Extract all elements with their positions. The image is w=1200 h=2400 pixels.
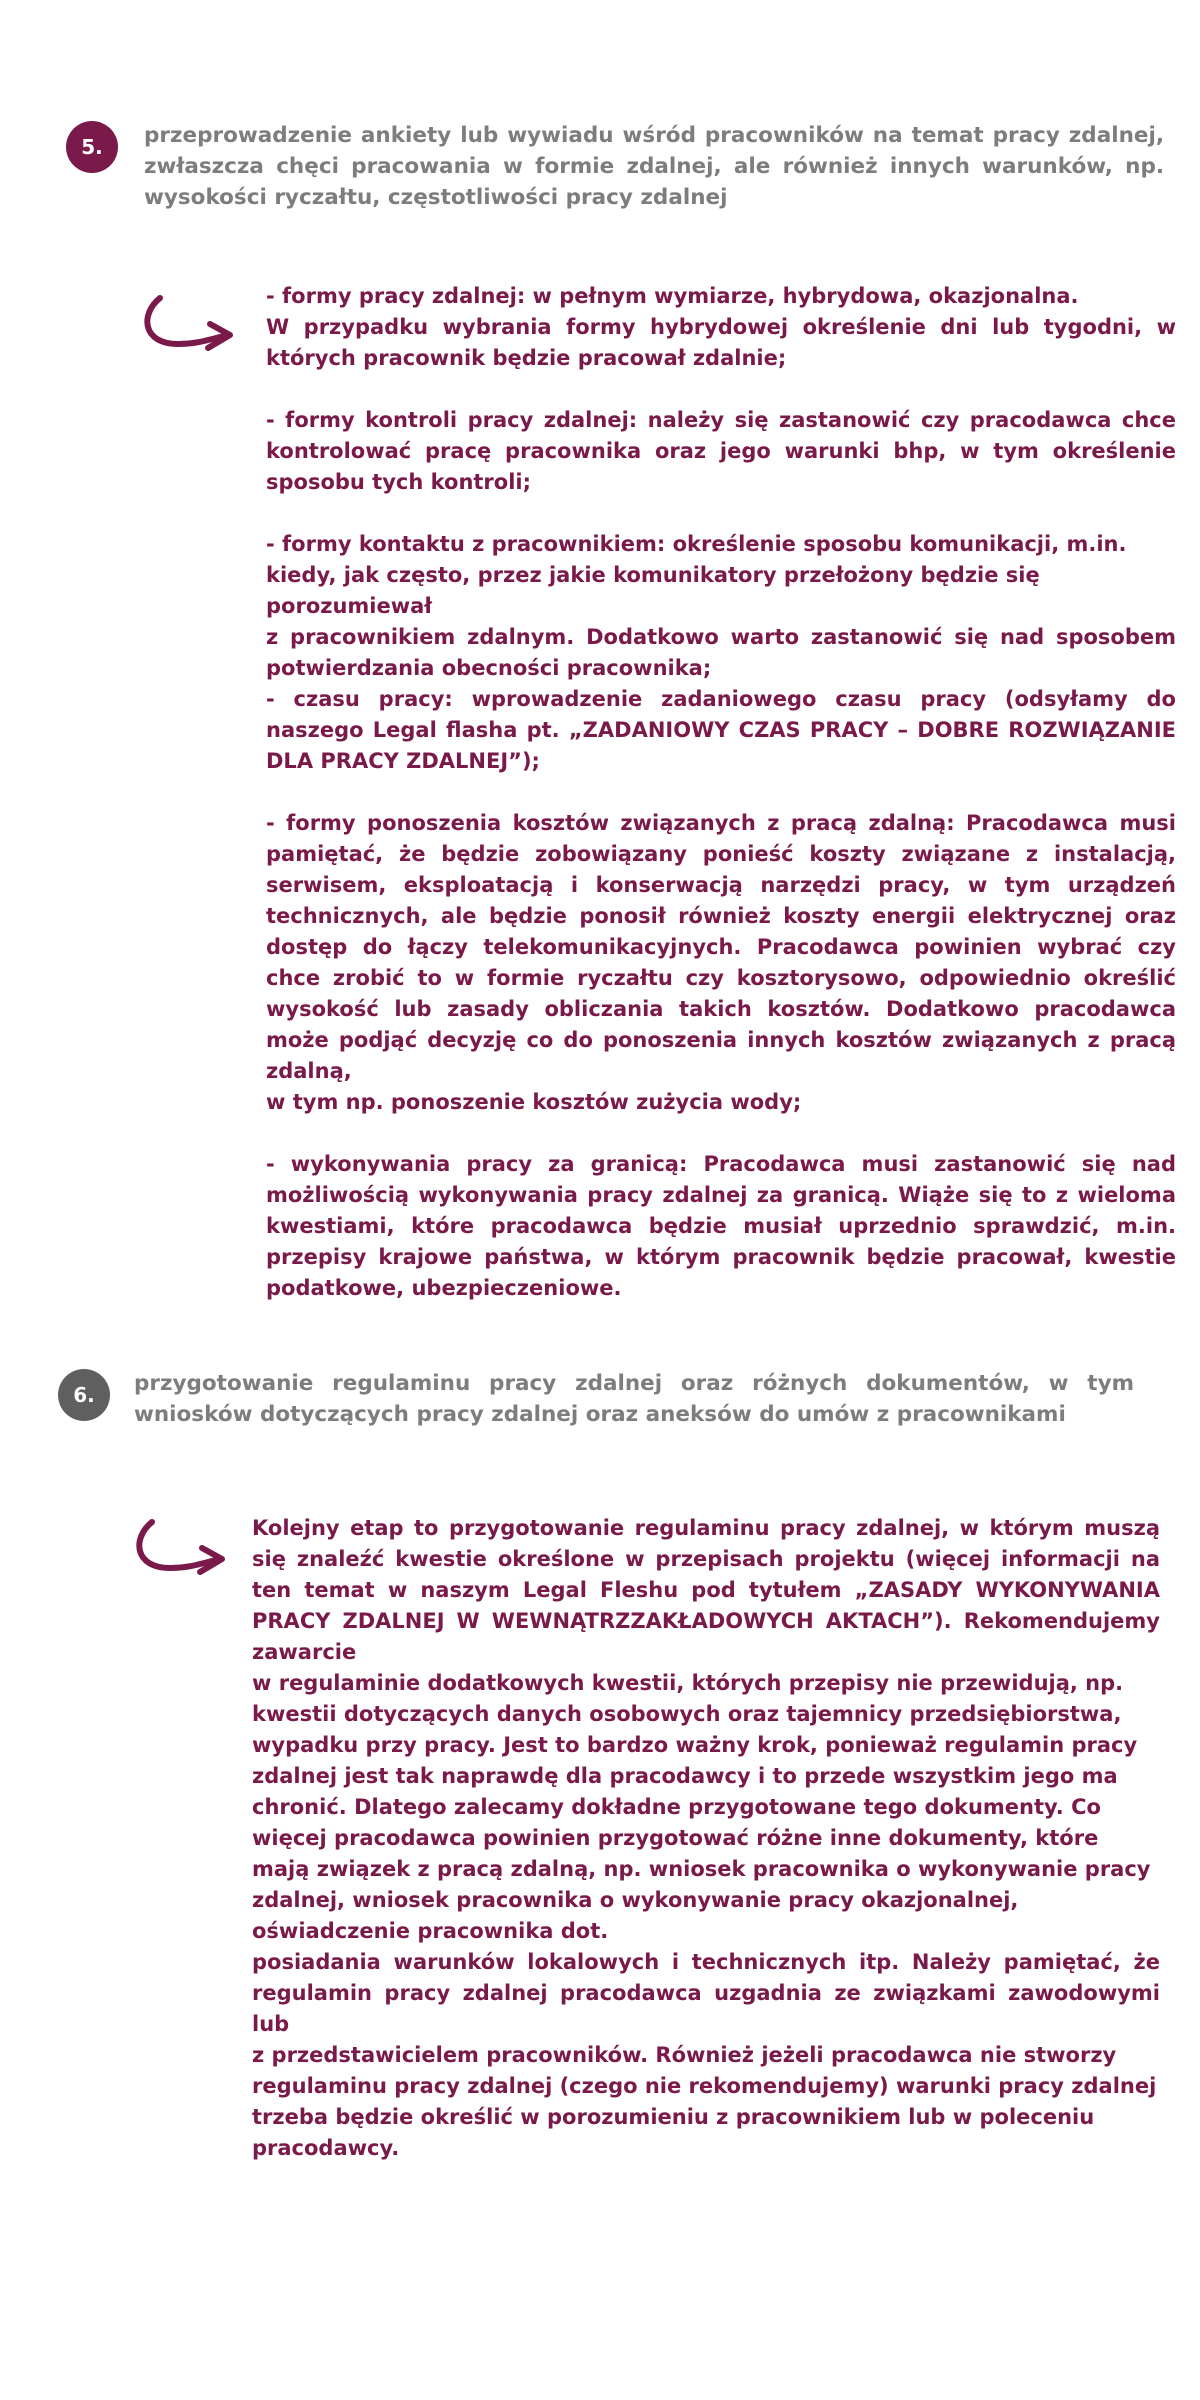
paragraph-line: Kolejny etap to przygotowanie regulaminu pracy zdalnej, w którym muszą się znaleźć kwestie określone w przepisach projektu (więcej informacji na ten temat w naszym Legal Fleshu pod tytułem „ZASADY WYKONYWANIA PRACY ZDALNEJ W WEWNĄTRZZAKŁADOWYCH AKTACH”). Rekomendujemy zawarcie [252, 1516, 1160, 1664]
list-item-contact-cont: z pracownikiem zdalnym. Dodatkowo warto zastanowić się nad sposobem potwierdzania obecności pracownika; [266, 625, 1176, 680]
section-5-header [66, 121, 1166, 213]
section-6-header [58, 1369, 1158, 1430]
section-6-number-badge: 6. [58, 1369, 110, 1421]
curved-arrow-icon [138, 292, 238, 358]
list-item-contact: - formy kontaktu z pracownikiem: określenie sposobu komunikacji, m.in. kiedy, jak często, przez jakie komunikatory przełożony będzie się porozumiewał [266, 532, 1127, 618]
list-item-hybrid: W przypadku wybrania formy hybrydowej określenie dni lub tygodni, w których pracownik będzie pracował zdalnie; [266, 315, 1176, 370]
curved-arrow-icon [130, 1516, 230, 1582]
paragraph-line: z przedstawicielem pracowników. Również jeżeli pracodawca nie stworzy regulaminu pracy zdalnej (czego nie rekomendujemy) warunki pracy zdalnej trzeba będzie określić w porozumieniu z pracownikiem lub w poleceniu pracodawcy. [252, 2043, 1157, 2160]
paragraph-line: posiadania warunków lokalowych i technicznych itp. Należy pamiętać, że regulamin pracy zdalnej pracodawca uzgadnia ze związkami zawodowymi lub [252, 1950, 1160, 2036]
section-5-body [266, 281, 1176, 1304]
section-6-body [252, 1513, 1160, 2164]
list-item-costs-cont: w tym np. ponoszenie kosztów zużycia wody; [266, 1090, 802, 1114]
paragraph-line: w regulaminie dodatkowych kwestii, których przepisy nie przewidują, np. kwestii dotyczących danych osobowych oraz tajemnicy przedsiębiorstwa, wypadku przy pracy. Jest to bardzo ważny krok, ponieważ regulamin pracy zdalnej jest tak naprawdę dla pracodawcy i to przede wszystkim jego ma chronić. Dlatego zalecamy dokładne przygotowane tego dokumenty. Co więcej pracodawca powinien przygotować różne inne dokumenty, które mają związek z pracą zdalną, np. wniosek pracownika o wykonywanie pracy zdalnej, wniosek pracownika o wykonywanie pracy okazjonalnej, oświadczenie pracownika dot. [252, 1671, 1151, 1943]
section-6-heading: przygotowanie regulaminu pracy zdalnej oraz różnych dokumentów, w tym wniosków dotyczących pracy zdalnej oraz aneksów do umów z pracownikami [134, 1371, 1134, 1427]
section-5-number-badge: 5. [66, 121, 118, 173]
list-item-abroad: - wykonywania pracy za granicą: Pracodawca musi zastanowić się nad możliwością wykonywania pracy zdalnej za granicą. Wiąże się to z wieloma kwestiami, które pracodawca będzie musiał uprzednio sprawdzić, m.in. przepisy krajowe państwa, w którym pracownik będzie pracował, kwestie podatkowe, ubezpieczeniowe. [266, 1152, 1176, 1300]
section-5-heading: przeprowadzenie ankiety lub wywiadu wśród pracowników na temat pracy zdalnej, zwłaszcza chęci pracowania w formie zdalnej, ale również innych warunków, np. wysokości ryczałtu, częstotliwości pracy zdalnej [144, 123, 1164, 210]
list-item-control: - formy kontroli pracy zdalnej: należy się zastanowić czy pracodawca chce kontrolować pracę pracownika oraz jego warunki bhp, w tym określenie sposobu tych kontroli; [266, 408, 1176, 494]
list-item-working-time: - czasu pracy: wprowadzenie zadaniowego czasu pracy (odsyłamy do naszego Legal flasha pt. „ZADANIOWY CZAS PRACY – DOBRE ROZWIĄZANIE DLA PRACY ZDALNEJ”); [266, 687, 1176, 773]
list-item-forms: - formy pracy zdalnej: w pełnym wymiarze, hybrydowa, okazjonalna. [266, 284, 1079, 308]
list-item-costs: - formy ponoszenia kosztów związanych z pracą zdalną: Pracodawca musi pamiętać, że będzie zobowiązany ponieść koszty związane z instalacją, serwisem, eksploatacją i konserwacją narzędzi pracy, w tym urządzeń technicznych, ale będzie ponosił również koszty energii elektrycznej oraz dostęp do łączy telekomunikacyjnych. Pracodawca powinien wybrać czy chce zrobić to w formie ryczałtu czy kosztorysowo, odpowiednio określić wysokość lub zasady obliczania takich kosztów. Dodatkowo pracodawca może podjąć decyzję co do ponoszenia innych kosztów związanych z pracą zdalną, [266, 811, 1176, 1083]
